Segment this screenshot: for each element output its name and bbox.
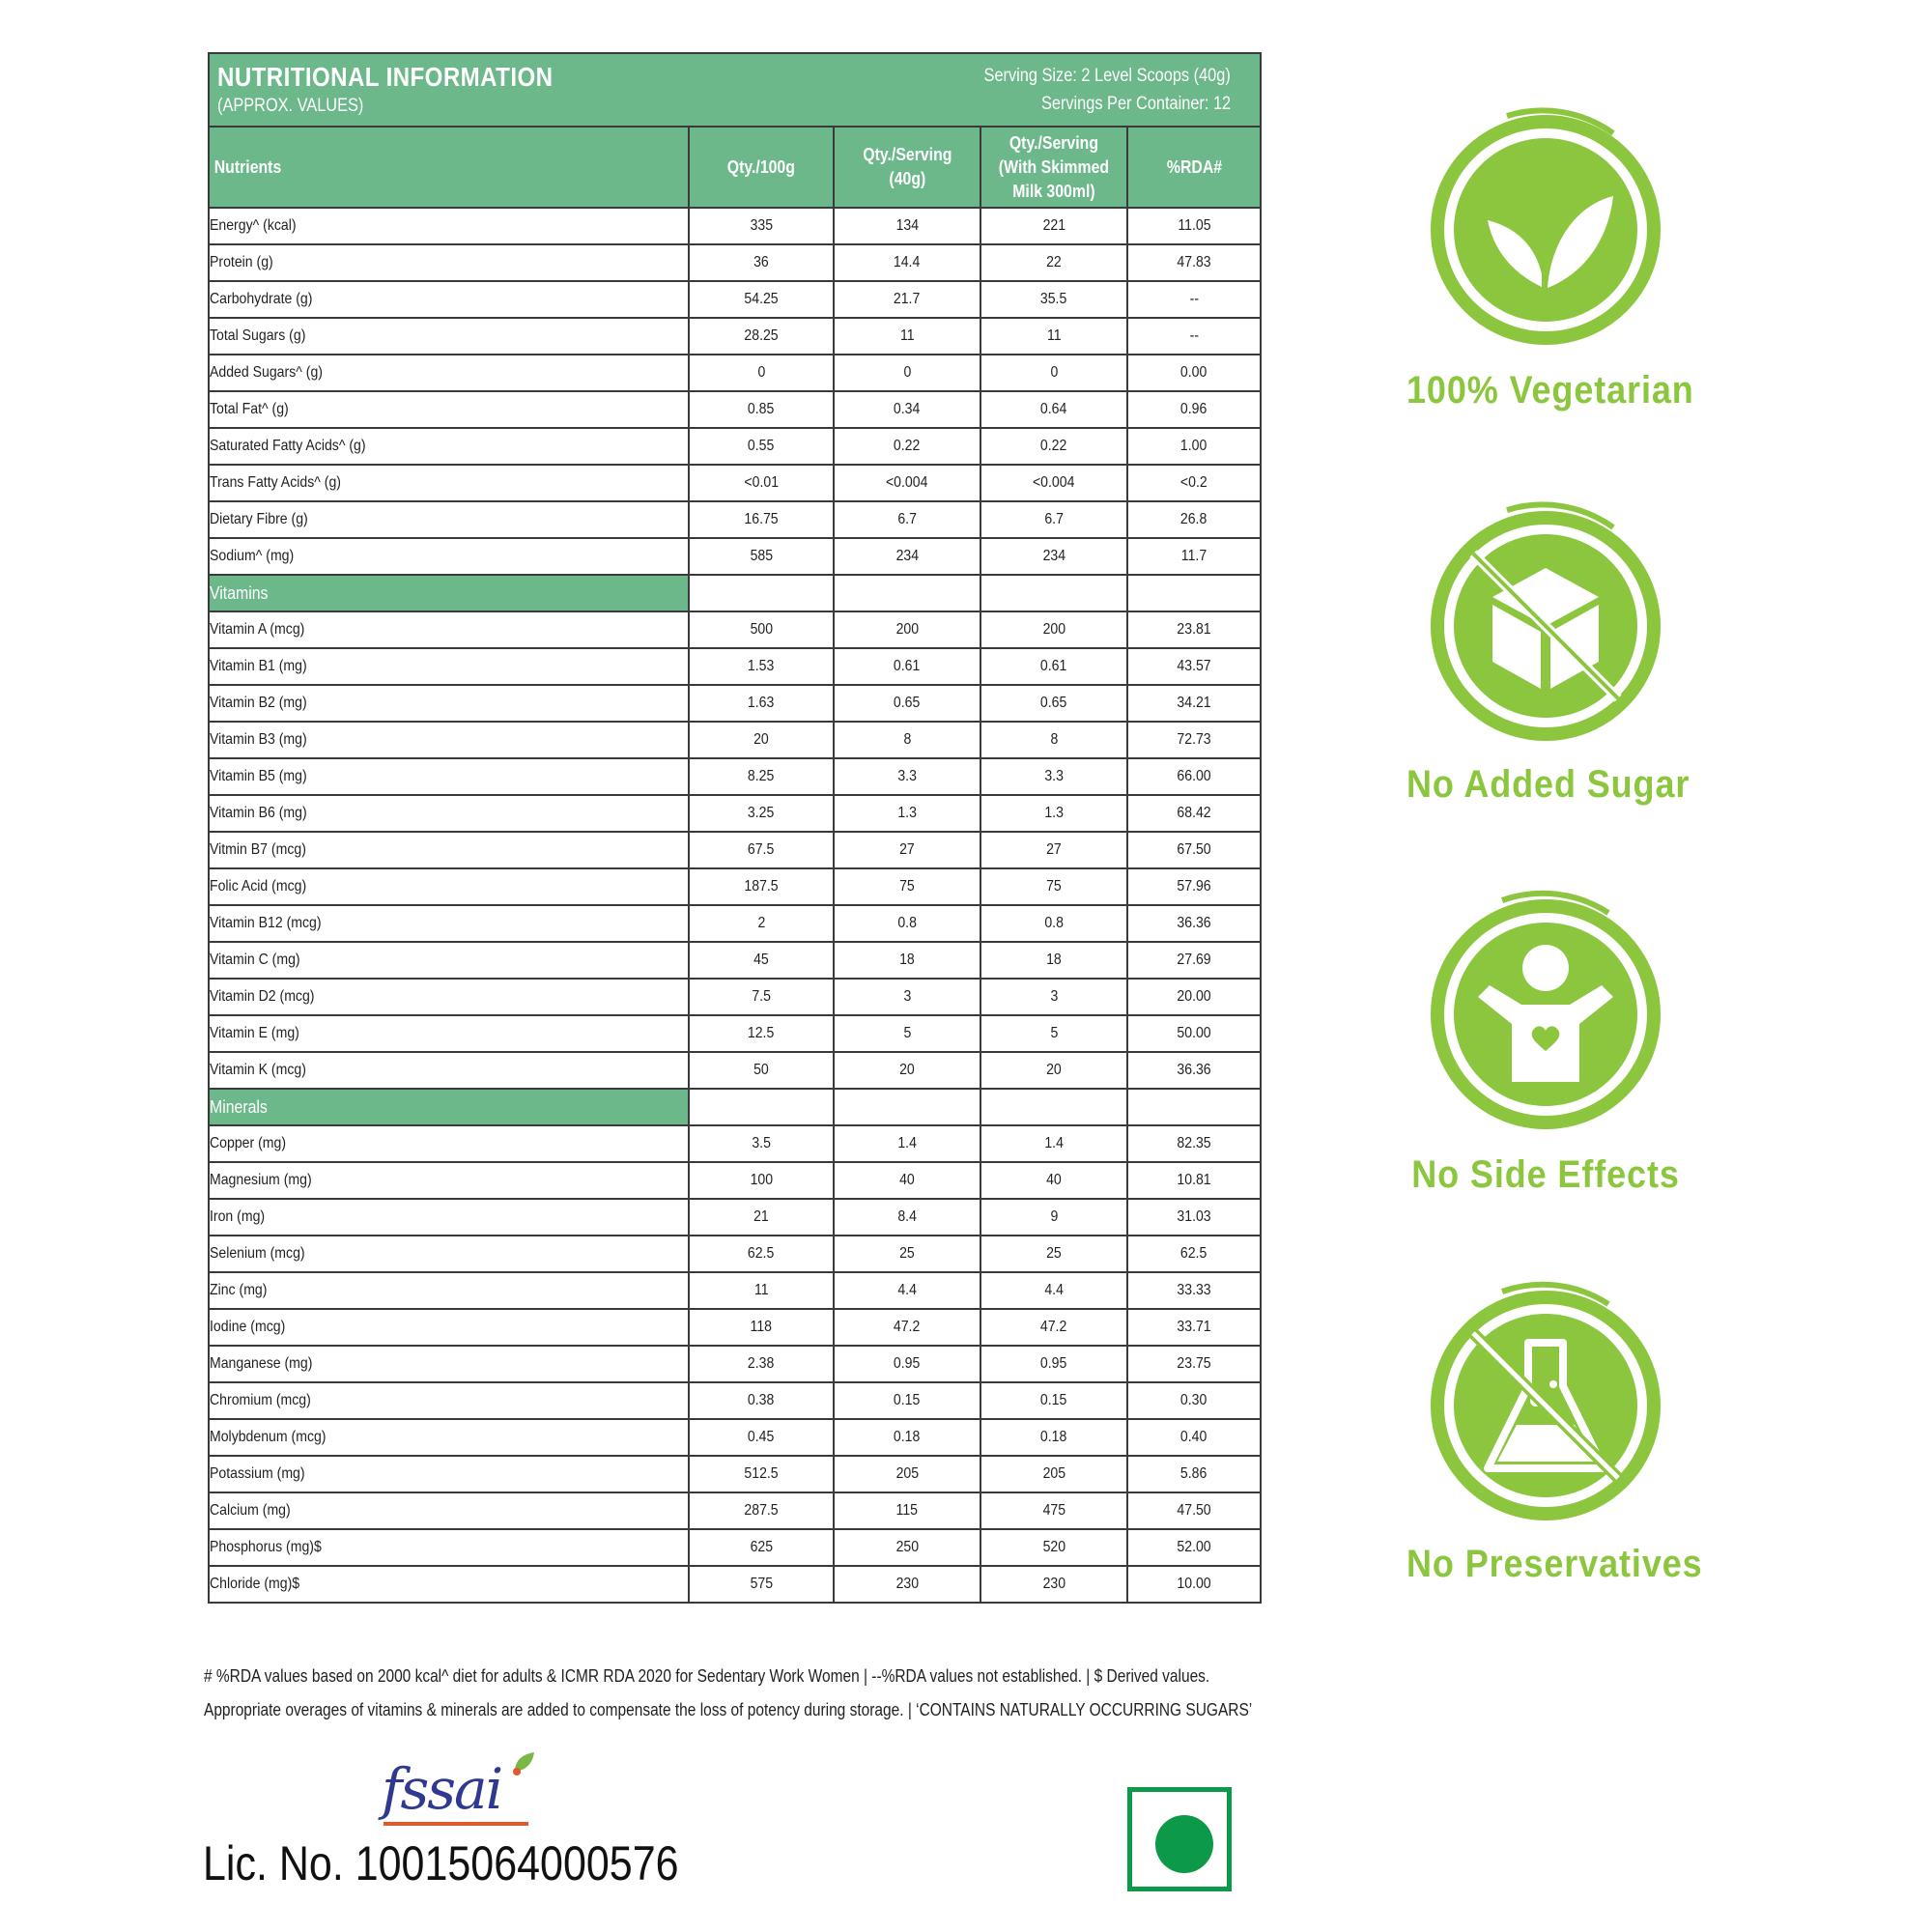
nutrient-name: Total Sugars (g): [209, 318, 689, 355]
column-header: Qty./100g: [689, 127, 834, 208]
nutrient-value: 11.7: [1127, 538, 1261, 575]
nutrient-value: 1.3: [834, 795, 980, 832]
nutrient-value: 4.4: [834, 1272, 980, 1309]
nutrition-table: [208, 52, 1262, 1604]
nutrient-value: 5.86: [1127, 1456, 1261, 1492]
nutrient-value: 25: [834, 1236, 980, 1272]
nutrient-value: 2.38: [689, 1346, 834, 1382]
nutrient-value: 26.8: [1127, 501, 1261, 538]
nutrient-value: 0: [980, 355, 1127, 391]
nutrient-value: 115: [834, 1492, 980, 1529]
nutrient-value: 585: [689, 538, 834, 575]
table-row: [209, 1346, 1261, 1382]
nutrient-value: <0.004: [980, 465, 1127, 501]
nutrient-value: 11: [834, 318, 980, 355]
nutrient-value: 82.35: [1127, 1125, 1261, 1162]
nutrient-name: Vitamin B3 (mg): [209, 722, 689, 758]
nutrient-value: 18: [834, 942, 980, 979]
nutrient-value: 12.5: [689, 1015, 834, 1052]
nutrient-value: 50: [689, 1052, 834, 1089]
minerals-label: Minerals: [210, 1096, 268, 1117]
nutrient-value: 14.4: [834, 244, 980, 281]
table-row: [209, 1199, 1261, 1236]
nutrient-value: 47.50: [1127, 1492, 1261, 1529]
nutrient-value: 0.34: [834, 391, 980, 428]
nutrient-value: 0.95: [834, 1346, 980, 1382]
nutrient-value: 0: [689, 355, 834, 391]
nutrient-value: 43.57: [1127, 648, 1261, 685]
table-subtitle: (APPROX. VALUES): [217, 96, 364, 116]
nutrient-value: 512.5: [689, 1456, 834, 1492]
nutrient-value: 0.95: [980, 1346, 1127, 1382]
nutrient-value: 234: [834, 538, 980, 575]
nutrient-name: Vitamin C (mg): [209, 942, 689, 979]
table-row: [209, 1309, 1261, 1346]
nutrient-name: Vitamin B12 (mcg): [209, 905, 689, 942]
nutrient-value: 1.4: [980, 1125, 1127, 1162]
nutrient-name: Total Fat^ (g): [209, 391, 689, 428]
table-row: [209, 355, 1261, 391]
table-row: [209, 1382, 1261, 1419]
table-row: [209, 905, 1261, 942]
nutrient-value: 68.42: [1127, 795, 1261, 832]
nutrient-value: 75: [980, 868, 1127, 905]
column-header: Qty./Serving (With Skimmed Milk 300ml): [980, 127, 1127, 208]
nutrient-name: Carbohydrate (g): [209, 281, 689, 318]
nutrient-name: Energy^ (kcal): [209, 208, 689, 244]
nutrient-value: 3.25: [689, 795, 834, 832]
nutrient-value: 0.65: [834, 685, 980, 722]
nutrient-value: 47.2: [980, 1309, 1127, 1346]
nutrient-name: Chloride (mg)$: [209, 1566, 689, 1603]
nutrient-name: Manganese (mg): [209, 1346, 689, 1382]
nutrient-value: <0.01: [689, 465, 834, 501]
nutrient-value: 575: [689, 1566, 834, 1603]
nutrient-name: Phosphorus (mg)$: [209, 1529, 689, 1566]
table-row: [209, 942, 1261, 979]
nutrient-value: 20.00: [1127, 979, 1261, 1015]
nutrient-value: 7.5: [689, 979, 834, 1015]
nutrient-value: 75: [834, 868, 980, 905]
nutrient-value: 20: [834, 1052, 980, 1089]
nutrient-name: Chromium (mcg): [209, 1382, 689, 1419]
table-row: [209, 244, 1261, 281]
nutrient-value: 40: [834, 1162, 980, 1199]
nutrient-value: 134: [834, 208, 980, 244]
nutrient-value: 45: [689, 942, 834, 979]
nutrient-value: 5: [834, 1015, 980, 1052]
nutrient-value: 8: [980, 722, 1127, 758]
nutrient-value: 118: [689, 1309, 834, 1346]
minerals-section-header: [209, 1089, 1261, 1125]
nutrient-value: 3.5: [689, 1125, 834, 1162]
table-row: [209, 795, 1261, 832]
nutrient-value: 287.5: [689, 1492, 834, 1529]
nutrient-value: --: [1127, 281, 1261, 318]
servings-per-container: Servings Per Container: 12: [1040, 94, 1232, 114]
nutrient-value: 0.22: [834, 428, 980, 465]
nutrient-value: 11.05: [1127, 208, 1261, 244]
column-header: Nutrients: [209, 127, 689, 208]
nutrient-value: 2: [689, 905, 834, 942]
nutrient-value: 0.40: [1127, 1419, 1261, 1456]
nutrient-value: 6.7: [980, 501, 1127, 538]
table-row: [209, 538, 1261, 575]
nutrient-name: Zinc (mg): [209, 1272, 689, 1309]
table-row: [209, 1236, 1261, 1272]
nutrient-value: 0.38: [689, 1382, 834, 1419]
nutrient-value: 221: [980, 208, 1127, 244]
nutrient-value: 22: [980, 244, 1127, 281]
nutrient-value: 57.96: [1127, 868, 1261, 905]
nutrient-value: 36: [689, 244, 834, 281]
nutrient-value: 0.18: [980, 1419, 1127, 1456]
nutrient-value: 66.00: [1127, 758, 1261, 795]
nutrient-value: 205: [980, 1456, 1127, 1492]
nutrient-value: 0.96: [1127, 391, 1261, 428]
license-number: Lic. No. 10015064000576: [203, 1836, 679, 1890]
nutrient-name: Trans Fatty Acids^ (g): [209, 465, 689, 501]
nutrient-value: 27: [834, 832, 980, 868]
nutrient-value: 8.25: [689, 758, 834, 795]
badge-no-added-sugar-label: No Added Sugar: [1406, 763, 1690, 806]
nutrient-value: 34.21: [1127, 685, 1261, 722]
nutrient-name: Vitamin D2 (mcg): [209, 979, 689, 1015]
nutrient-value: 25: [980, 1236, 1127, 1272]
nutrient-value: <0.2: [1127, 465, 1261, 501]
nutrient-value: 250: [834, 1529, 980, 1566]
nutrient-value: 9: [980, 1199, 1127, 1236]
table-row: [209, 1125, 1261, 1162]
table-row: [209, 648, 1261, 685]
nutrition-panel: [208, 52, 1260, 1604]
nutrient-name: Iodine (mcg): [209, 1309, 689, 1346]
nutrient-value: 335: [689, 208, 834, 244]
nutrient-value: 230: [834, 1566, 980, 1603]
nutrient-value: 0.61: [980, 648, 1127, 685]
nutrient-value: 33.71: [1127, 1309, 1261, 1346]
column-header: %RDA#: [1127, 127, 1261, 208]
fssai-leaf-icon: [509, 1748, 538, 1777]
footnote-rda: # %RDA values based on 2000 kcal^ diet for adults & ICMR RDA 2020 for Sedentary Work Women | --%RDA values not established. | $ Derived values.: [204, 1666, 1210, 1686]
nutrient-value: <0.004: [834, 465, 980, 501]
nutrient-value: 36.36: [1127, 1052, 1261, 1089]
nutrient-name: Folic Acid (mcg): [209, 868, 689, 905]
nutrient-value: 520: [980, 1529, 1127, 1566]
column-header: Qty./Serving (40g): [834, 127, 980, 208]
nutrient-value: 0: [834, 355, 980, 391]
table-row: [209, 1015, 1261, 1052]
nutrient-value: 0.15: [980, 1382, 1127, 1419]
table-row: [209, 465, 1261, 501]
vitamins-section-header: [209, 575, 1261, 611]
table-row: [209, 1566, 1261, 1603]
nutrient-value: 62.5: [689, 1236, 834, 1272]
badge-no-preservatives-label: No Preservatives: [1406, 1543, 1703, 1585]
nutrient-value: 50.00: [1127, 1015, 1261, 1052]
nutrient-value: 0.30: [1127, 1382, 1261, 1419]
table-row: [209, 979, 1261, 1015]
nutrient-value: 230: [980, 1566, 1127, 1603]
nutrient-value: 3: [980, 979, 1127, 1015]
nutrient-value: 27: [980, 832, 1127, 868]
fssai-underline: [384, 1822, 528, 1826]
nutrient-name: Dietary Fibre (g): [209, 501, 689, 538]
nutrient-name: Vitamin K (mcg): [209, 1052, 689, 1089]
table-row: [209, 1272, 1261, 1309]
nutrient-value: 1.53: [689, 648, 834, 685]
minerals-section: [209, 1125, 1261, 1603]
no-sugar-cube-icon: [1420, 500, 1671, 752]
nutrient-value: 21: [689, 1199, 834, 1236]
nutrient-value: 4.4: [980, 1272, 1127, 1309]
leaf-icon: [1420, 104, 1671, 355]
nutrient-value: 52.00: [1127, 1529, 1261, 1566]
nutrient-value: 3: [834, 979, 980, 1015]
badge-vegetarian: [1391, 104, 1700, 412]
table-row: [209, 1492, 1261, 1529]
table-row: [209, 501, 1261, 538]
table-row: [209, 318, 1261, 355]
nutrient-value: 1.63: [689, 685, 834, 722]
badge-vegetarian-label: 100% Vegetarian: [1406, 369, 1694, 412]
nutrient-value: 36.36: [1127, 905, 1261, 942]
nutrient-name: Vitamin A (mcg): [209, 611, 689, 648]
nutrient-value: 21.7: [834, 281, 980, 318]
nutrient-value: 100: [689, 1162, 834, 1199]
badge-no-added-sugar: [1391, 500, 1700, 807]
table-row: [209, 391, 1261, 428]
no-chemical-flask-icon: [1420, 1280, 1671, 1531]
nutrient-name: Potassium (mg): [209, 1456, 689, 1492]
nutrient-value: 0.15: [834, 1382, 980, 1419]
nutrient-name: Calcium (mg): [209, 1492, 689, 1529]
table-row: [209, 758, 1261, 795]
nutrient-name: Sodium^ (mg): [209, 538, 689, 575]
nutrient-name: Vitamin B5 (mg): [209, 758, 689, 795]
nutrient-value: 31.03: [1127, 1199, 1261, 1236]
nutrient-value: 28.25: [689, 318, 834, 355]
nutrient-value: 62.5: [1127, 1236, 1261, 1272]
nutrient-value: 0.55: [689, 428, 834, 465]
nutrient-value: 72.73: [1127, 722, 1261, 758]
nutrient-value: 27.69: [1127, 942, 1261, 979]
nutrient-value: 8.4: [834, 1199, 980, 1236]
nutrient-value: 0.85: [689, 391, 834, 428]
nutrient-value: 23.75: [1127, 1346, 1261, 1382]
nutrient-name: Selenium (mcg): [209, 1236, 689, 1272]
nutrient-value: 10.81: [1127, 1162, 1261, 1199]
table-title: NUTRITIONAL INFORMATION: [217, 62, 554, 92]
nutrient-name: Vitamin B1 (mg): [209, 648, 689, 685]
nutrient-name: Vitamin E (mg): [209, 1015, 689, 1052]
nutrient-value: 3.3: [834, 758, 980, 795]
nutrient-value: 33.33: [1127, 1272, 1261, 1309]
nutrient-value: 475: [980, 1492, 1127, 1529]
badge-no-preservatives: [1391, 1280, 1703, 1586]
veg-mark-icon: [1127, 1787, 1232, 1891]
nutrient-value: 0.8: [834, 905, 980, 942]
nutrient-name: Saturated Fatty Acids^ (g): [209, 428, 689, 465]
vitamins-label: Vitamins: [210, 582, 269, 603]
nutrient-value: 1.00: [1127, 428, 1261, 465]
nutrient-value: 11: [689, 1272, 834, 1309]
nutrient-value: 40: [980, 1162, 1127, 1199]
nutrient-value: 35.5: [980, 281, 1127, 318]
table-row: [209, 281, 1261, 318]
nutrients-section: [209, 208, 1261, 575]
footnote-overages: Appropriate overages of vitamins & minerals are added to compensate the loss of potency during storage. | ‘CONTAINS NATURALLY OCCURRING SUGARS’: [204, 1700, 1253, 1719]
nutrient-value: 47.83: [1127, 244, 1261, 281]
nutrient-name: Molybdenum (mcg): [209, 1419, 689, 1456]
nutrient-name: Iron (mg): [209, 1199, 689, 1236]
nutrient-value: 67.5: [689, 832, 834, 868]
nutrient-value: 0.64: [980, 391, 1127, 428]
nutrient-name: Vitmin B7 (mcg): [209, 832, 689, 868]
nutrient-value: 20: [980, 1052, 1127, 1089]
vitamins-section: [209, 611, 1261, 1089]
person-heart-icon: [1420, 889, 1671, 1140]
nutrient-value: 5: [980, 1015, 1127, 1052]
nutrient-value: 67.50: [1127, 832, 1261, 868]
table-title-bar: [209, 53, 1261, 127]
nutrient-value: 18: [980, 942, 1127, 979]
nutrient-value: 0.18: [834, 1419, 980, 1456]
nutrient-value: 20: [689, 722, 834, 758]
table-row: [209, 1419, 1261, 1456]
table-header-row: [209, 127, 1261, 208]
nutrient-value: 0.00: [1127, 355, 1261, 391]
table-row: [209, 868, 1261, 905]
nutrient-value: --: [1127, 318, 1261, 355]
table-row: [209, 1162, 1261, 1199]
fssai-logo: [382, 1748, 546, 1826]
table-row: [209, 428, 1261, 465]
nutrient-value: 234: [980, 538, 1127, 575]
nutrient-name: Added Sugars^ (g): [209, 355, 689, 391]
nutrient-value: 11: [980, 318, 1127, 355]
badge-no-side-effects: [1391, 889, 1700, 1197]
table-row: [209, 1052, 1261, 1089]
nutrient-name: Vitamin B6 (mg): [209, 795, 689, 832]
footnotes: [204, 1660, 1363, 1727]
nutrient-value: 200: [834, 611, 980, 648]
nutrient-value: 0.65: [980, 685, 1127, 722]
nutrient-value: 3.3: [980, 758, 1127, 795]
nutrient-value: 0.22: [980, 428, 1127, 465]
serving-size: Serving Size: 2 Level Scoops (40g): [983, 66, 1232, 86]
nutrient-value: 16.75: [689, 501, 834, 538]
nutrient-value: 205: [834, 1456, 980, 1492]
table-row: [209, 685, 1261, 722]
nutrient-value: 6.7: [834, 501, 980, 538]
nutrient-value: 54.25: [689, 281, 834, 318]
nutrient-value: 0.61: [834, 648, 980, 685]
nutrient-value: 10.00: [1127, 1566, 1261, 1603]
nutrient-name: Vitamin B2 (mg): [209, 685, 689, 722]
table-row: [209, 1456, 1261, 1492]
nutrient-name: Protein (g): [209, 244, 689, 281]
nutrient-name: Copper (mg): [209, 1125, 689, 1162]
nutrient-value: 1.3: [980, 795, 1127, 832]
nutrient-value: 187.5: [689, 868, 834, 905]
fssai-logo-text: fssai: [382, 1756, 502, 1822]
nutrient-value: 625: [689, 1529, 834, 1566]
nutrient-value: 0.8: [980, 905, 1127, 942]
table-row: [209, 722, 1261, 758]
nutrient-value: 23.81: [1127, 611, 1261, 648]
table-row: [209, 611, 1261, 648]
table-row: [209, 208, 1261, 244]
badge-no-side-effects-label: No Side Effects: [1411, 1153, 1680, 1196]
nutrient-value: 8: [834, 722, 980, 758]
table-row: [209, 1529, 1261, 1566]
nutrient-value: 1.4: [834, 1125, 980, 1162]
nutrient-value: 0.45: [689, 1419, 834, 1456]
table-row: [209, 832, 1261, 868]
nutrient-value: 200: [980, 611, 1127, 648]
nutrient-name: Magnesium (mg): [209, 1162, 689, 1199]
nutrient-value: 47.2: [834, 1309, 980, 1346]
nutrient-value: 500: [689, 611, 834, 648]
